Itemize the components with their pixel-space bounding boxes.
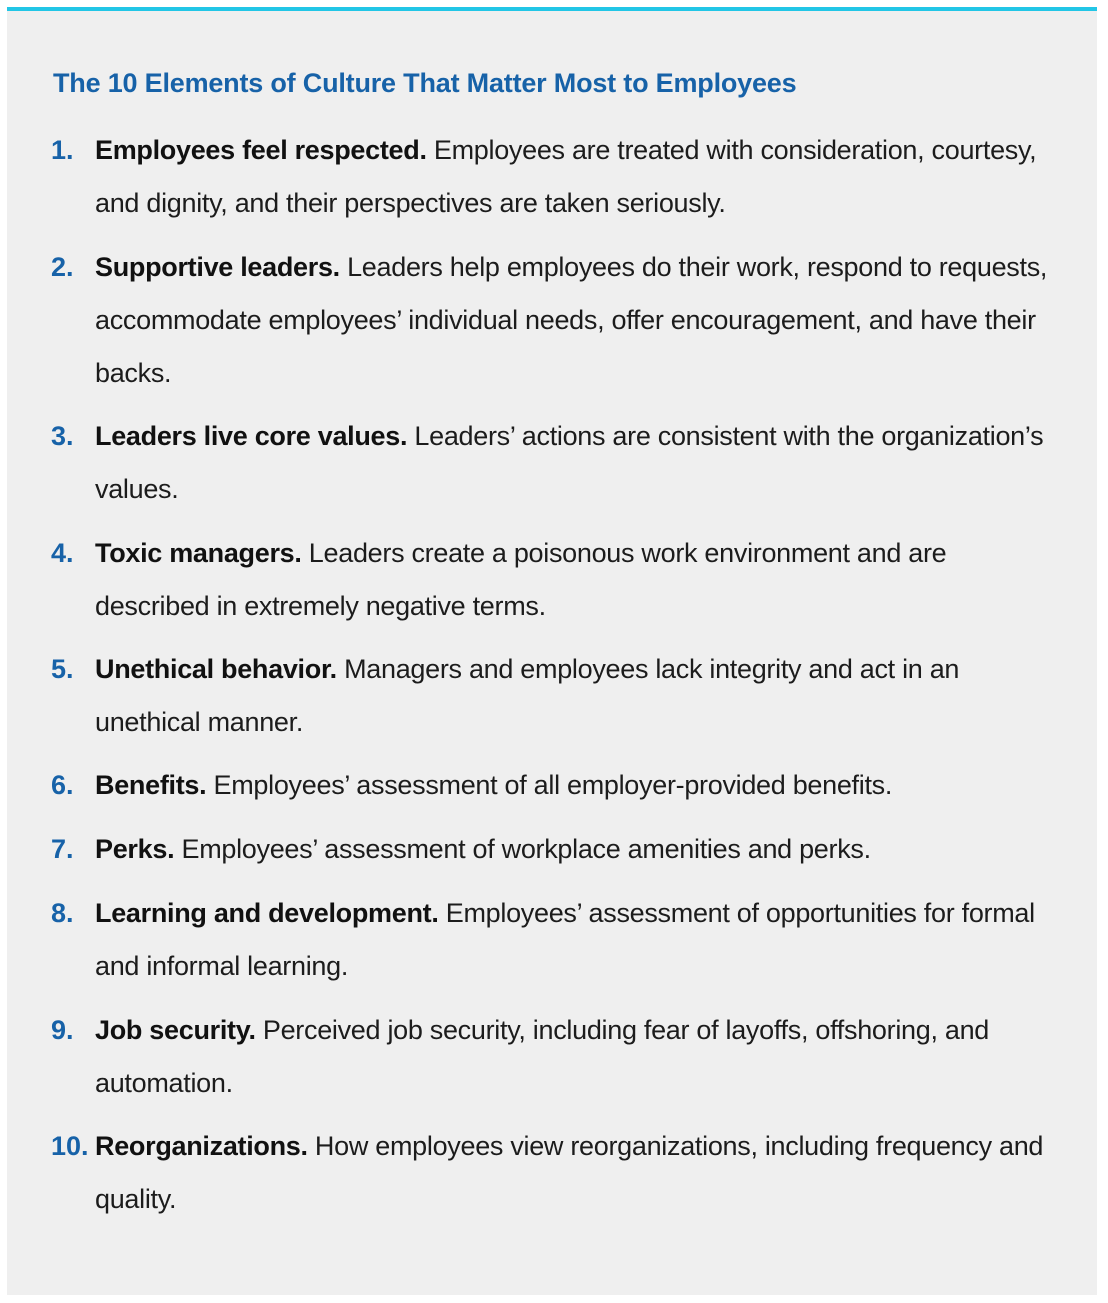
item-description: Managers and employees lack integrity and act in an unethical manner. <box>95 654 960 737</box>
item-description: Employees’ assessment of workplace amenities and perks. <box>174 834 871 864</box>
item-number: 3. <box>51 421 74 451</box>
item-number: 8. <box>51 898 74 928</box>
item-body <box>95 887 1060 993</box>
item-lead: Leaders live core values. <box>95 421 408 451</box>
item-number: 2. <box>51 252 74 282</box>
item-number: 4. <box>51 538 74 568</box>
item-body <box>95 1120 1060 1226</box>
item-description: Employees’ assessment of all employer-provided benefits. <box>206 770 893 800</box>
item-description: Perceived job security, including fear of layoffs, offshoring, and automation. <box>95 1015 990 1098</box>
item-description: Employees’ assessment of opportunities for formal and informal learning. <box>95 898 1035 981</box>
item-lead: Unethical behavior. <box>95 654 337 684</box>
item-body <box>95 527 1060 633</box>
item-body <box>95 823 1060 876</box>
item-lead: Job security. <box>95 1015 256 1045</box>
item-lead: Toxic managers. <box>95 538 302 568</box>
item-number: 1. <box>51 135 74 165</box>
item-body <box>95 759 1060 812</box>
item-body <box>95 124 1060 230</box>
box-title: The 10 Elements of Culture That Matter Most to Employees <box>53 68 797 98</box>
item-body <box>95 241 1060 400</box>
item-lead: Employees feel respected. <box>95 135 427 165</box>
item-lead: Supportive leaders. <box>95 252 340 282</box>
item-description: Leaders help employees do their work, respond to requests, accommodate employees’ individual needs, offer encouragement, and have their backs. <box>95 252 1048 388</box>
culture-elements-box <box>7 7 1097 1295</box>
item-lead: Benefits. <box>95 770 207 800</box>
item-number: 6. <box>51 770 74 800</box>
item-description: Employees are treated with consideration, courtesy, and dignity, and their perspectives are taken seriously. <box>95 135 1037 218</box>
item-description: Leaders create a poisonous work environment and are described in extremely negative terms. <box>95 538 947 621</box>
item-number: 10. <box>51 1131 89 1161</box>
item-lead: Reorganizations. <box>95 1131 308 1161</box>
item-description: How employees view reorganizations, including frequency and quality. <box>95 1131 1044 1214</box>
item-number: 7. <box>51 834 74 864</box>
item-number: 5. <box>51 654 74 684</box>
item-body <box>95 1004 1060 1110</box>
item-lead: Learning and development. <box>95 898 439 928</box>
item-description: Leaders’ actions are consistent with the organization’s values. <box>95 421 1044 504</box>
item-body <box>95 643 1060 749</box>
item-body <box>95 410 1060 516</box>
item-number: 9. <box>51 1015 74 1045</box>
item-lead: Perks. <box>95 834 175 864</box>
